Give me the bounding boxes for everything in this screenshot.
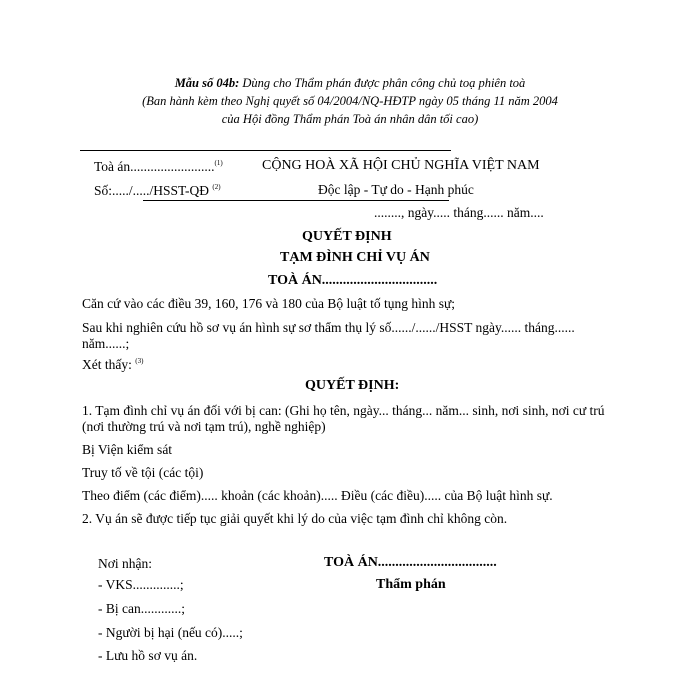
form-header-line3: của Hội đồng Thẩm phán Toà án nhân dân tối cao): [221, 112, 479, 126]
issue-date: ........, ngày..... tháng...... năm....: [374, 205, 544, 220]
decision-number-field: [94, 183, 221, 199]
court-name-field: [94, 159, 223, 175]
document-title: QUYẾT ĐỊNH: [302, 229, 392, 244]
recipient-item: - VKS..............;: [98, 577, 184, 592]
signature-role: Thẩm phán: [376, 577, 446, 592]
motto-underline: [237, 200, 449, 201]
prosecutor-line: Bị Viện kiểm sát: [82, 442, 173, 457]
legal-basis: Căn cứ vào các điều 39, 160, 176 và 180 của Bộ luật tố tụng hình sự;: [82, 296, 456, 311]
document-subtitle: TẠM ĐÌNH CHỈ VỤ ÁN: [280, 250, 430, 265]
court-footnote: (1): [214, 159, 223, 167]
case-study-line1: Sau khi nghiên cứu hồ sơ vụ án hình sự sơ thẩm thụ lý số....../....../HSST ngày...... tháng......: [82, 320, 575, 335]
court-name-label: Toà án.........................: [94, 159, 215, 174]
recipients-heading: Nơi nhận:: [98, 556, 153, 571]
form-purpose: Dùng cho Thẩm phán được phân công chủ toạ phiên toà: [239, 76, 526, 90]
nation-motto: Độc lập - Tự do - Hạnh phúc: [318, 182, 474, 197]
form-header-line1: [0, 76, 700, 91]
decision-number-label: Số:...../...../HSST-QĐ: [94, 183, 210, 198]
item2-line: 2. Vụ án sẽ được tiếp tục giải quyết khi lý do của việc tạm đình chỉ không còn.: [82, 511, 508, 526]
decision-number-underline: [143, 200, 237, 201]
item1-line2: (nơi thường trú và nơi tạm trú), nghề nghiệp): [82, 419, 326, 434]
law-reference-line: Theo điểm (các điểm)..... khoản (các khoản)..... Điều (các điều)..... của Bộ luật hình sự.: [82, 488, 553, 503]
form-header-line2: (Ban hành kèm theo Nghị quyết số 04/2004/NQ-HĐTP ngày 05 tháng 11 năm 2004: [142, 94, 558, 108]
decision-number-footnote: (2): [212, 183, 221, 191]
case-study-line2: năm......;: [82, 336, 130, 351]
charge-line: Truy tố về tội (các tội): [82, 465, 204, 480]
item1-line1: 1. Tạm đình chỉ vụ án đối với bị can: (Ghi họ tên, ngày... tháng... năm... sinh, nơi sinh, nơi cư trú: [82, 403, 605, 418]
header-divider: [80, 150, 451, 151]
recipient-item: - Bị can............;: [98, 601, 185, 616]
recipient-item: - Người bị hại (nếu có).....;: [98, 625, 243, 640]
recipient-item: - Lưu hồ sơ vụ án.: [98, 648, 198, 663]
signature-court: TOÀ ÁN..................................: [324, 555, 497, 570]
finding-footnote: (3): [135, 357, 144, 365]
finding-label: Xét thấy:: [82, 357, 132, 372]
issuing-court: TOÀ ÁN.................................: [268, 273, 438, 288]
nation-title: CỘNG HOÀ XÃ HỘI CHỦ NGHĨA VIỆT NAM: [262, 158, 540, 173]
form-number: Mẫu số 04b:: [174, 76, 240, 90]
decision-heading: QUYẾT ĐỊNH:: [305, 378, 400, 393]
finding-field: [82, 357, 143, 373]
